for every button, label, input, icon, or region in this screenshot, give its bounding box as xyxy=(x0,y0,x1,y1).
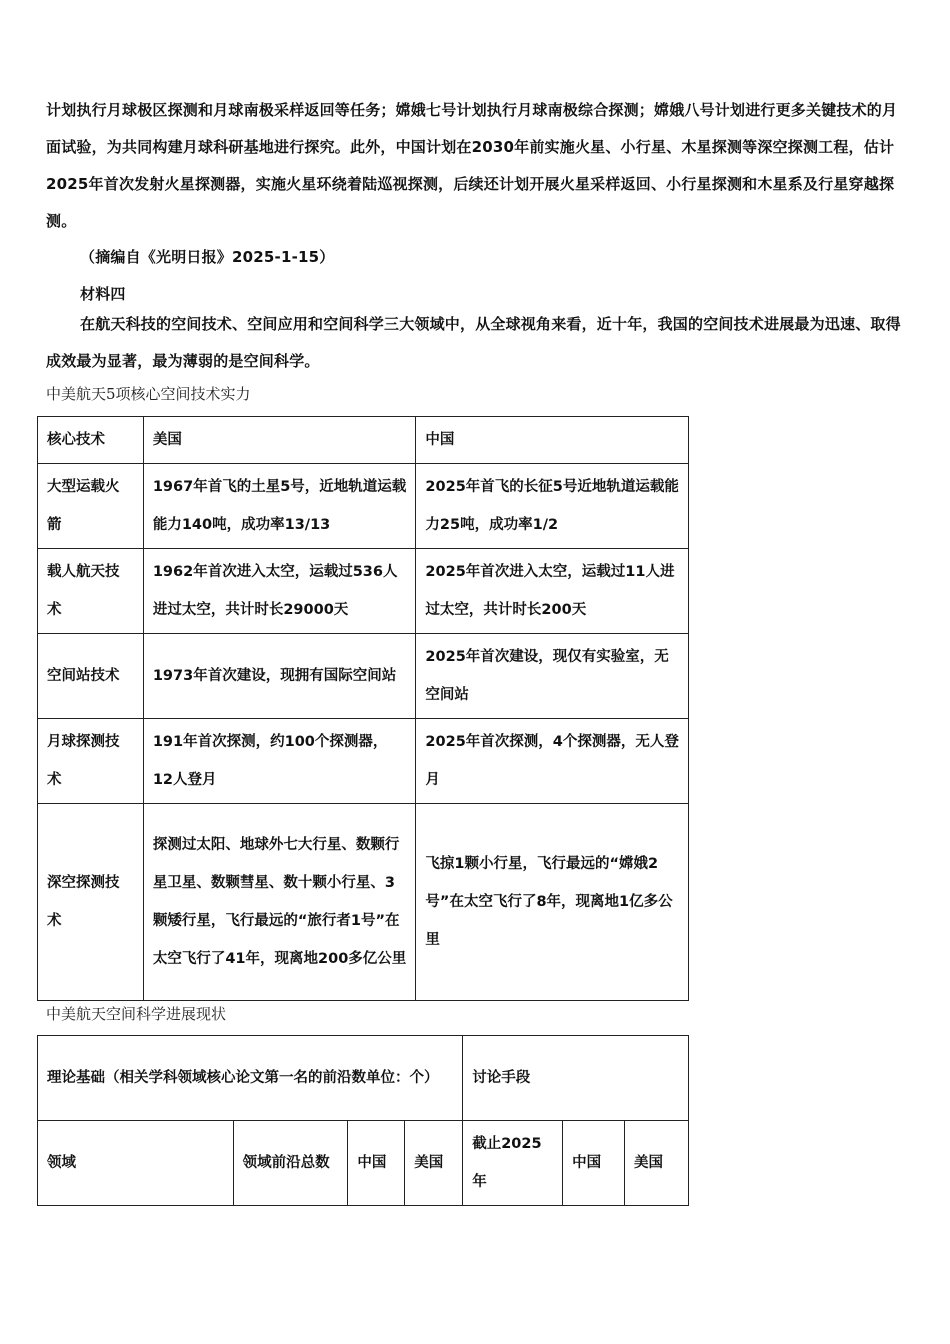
header-cell: 核心技术 xyxy=(38,417,144,464)
usa-cell: 美国 xyxy=(405,1121,463,1206)
theory-basis-header: 理论基础（相关学科领域核心论文第一名的前沿数单位：个） xyxy=(38,1036,463,1121)
table-row xyxy=(38,804,689,1001)
china-cell: 飞掠1颗小行星，飞行最远的“嫦娥2号”在太空飞行了8年，现离地1亿多公里 xyxy=(416,804,689,1001)
table-header-row xyxy=(38,417,689,464)
tech-name-cell: 大型运载火箭 xyxy=(38,464,144,549)
usa-cell: 美国 xyxy=(625,1121,689,1206)
source-citation: （摘编自《光明日报》2025-1-15） xyxy=(80,248,335,266)
china-cell: 2025年首次进入太空，运载过11人进过太空，共计时长200天 xyxy=(416,549,689,634)
paragraph-material-three-end: 计划执行月球极区探测和月球南极采样返回等任务；嫦娥七号计划执行月球南极综合探测；嫦娥八号计划进行更多关键技术的月面试验，为共同构建月球科研基地进行探究。此外，中国计划在2030年前实施火星、小行星、木星探测等深空探测工程，估计2025年首次发射火星探测器，实施火星环绕着陆巡视探测，后续还计划开展火星采样返回、小行星探测和木星系及行星穿越探测。 xyxy=(46,101,898,230)
china-cell: 2025年首次探测，4个探测器，无人登月 xyxy=(416,719,689,804)
table-subheader-row xyxy=(38,1121,689,1206)
table-row xyxy=(38,464,689,549)
tech-name-cell: 深空探测技术 xyxy=(38,804,144,1001)
usa-cell: 1967年首飞的土星5号，近地轨道运载能力140吨，成功率13/13 xyxy=(143,464,416,549)
table2-caption: 中美航天空间科学进展现状 xyxy=(46,1005,227,1023)
frontier-total-cell: 领域前沿总数 xyxy=(233,1121,348,1206)
discussion-means-header: 讨论手段 xyxy=(463,1036,689,1121)
china-cell: 2025年首飞的长征5号近地轨道运载能力25吨，成功率1/2 xyxy=(416,464,689,549)
space-science-table xyxy=(37,1035,689,1206)
as-of-cell: 截止2025年 xyxy=(463,1121,563,1206)
usa-cell: 191年首次探测，约100个探测器，12人登月 xyxy=(143,719,416,804)
china-cell: 中国 xyxy=(563,1121,625,1206)
china-cell: 2025年首次建设，现仅有实验室，无空间站 xyxy=(416,634,689,719)
tech-name-cell: 月球探测技术 xyxy=(38,719,144,804)
field-cell: 领域 xyxy=(38,1121,234,1206)
table-row xyxy=(38,719,689,804)
header-cell: 美国 xyxy=(143,417,416,464)
core-technology-table xyxy=(37,416,689,1001)
paragraph-material-four: 在航天科技的空间技术、空间应用和空间科学三大领域中，从全球视角来看，近十年，我国的空间技术进展最为迅速、取得成效最为显著，最为薄弱的是空间科学。 xyxy=(46,315,901,370)
usa-cell: 1962年首次进入太空，运载过536人进过太空，共计时长29000天 xyxy=(143,549,416,634)
tech-name-cell: 空间站技术 xyxy=(38,634,144,719)
header-cell: 中国 xyxy=(416,417,689,464)
table-row xyxy=(38,634,689,719)
table1-caption: 中美航天5项核心空间技术实力 xyxy=(46,385,251,403)
material-four-label: 材料四 xyxy=(80,285,126,303)
china-cell: 中国 xyxy=(348,1121,405,1206)
usa-cell: 探测过太阳、地球外七大行星、数颗行星卫星、数颗彗星、数十颗小行星、3颗矮行星，飞行最远的“旅行者1号”在太空飞行了41年，现离地200多亿公里 xyxy=(143,804,416,1001)
tech-name-cell: 载人航天技术 xyxy=(38,549,144,634)
table-row xyxy=(38,549,689,634)
table-header-row xyxy=(38,1036,689,1121)
usa-cell: 1973年首次建设，现拥有国际空间站 xyxy=(143,634,416,719)
